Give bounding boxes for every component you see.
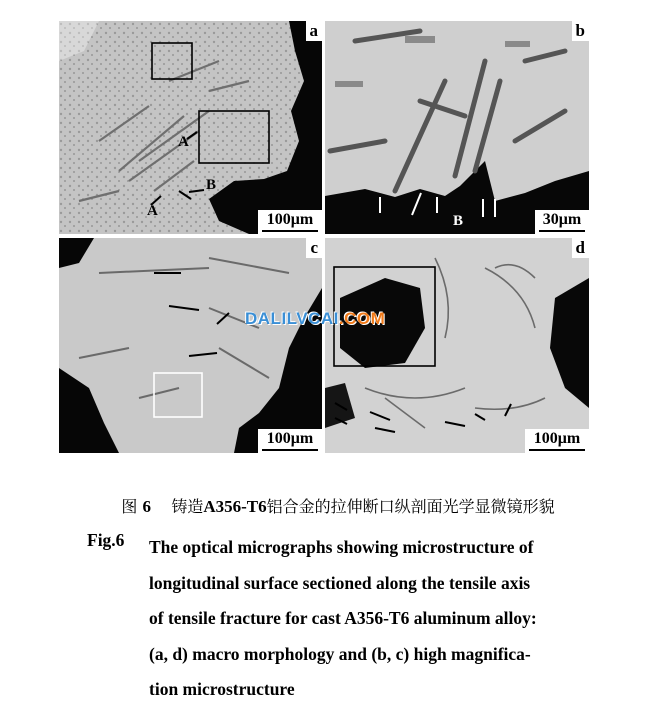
scale-bar-line [539,230,585,232]
scale-bar [258,429,322,453]
caption-chinese [48,494,628,517]
caption-cn-after: 铝合金的拉伸断口纵剖面光学显微镜形貌 [266,497,555,516]
caption-en-line: The optical micrographs showing microstructure of [149,537,534,557]
panel-label: a [306,21,323,41]
scale-bar-line [262,449,318,451]
micrograph-d [325,238,589,453]
micrograph-a-image [59,21,322,234]
caption-en-line: (a, d) macro morphology and (b, c) high magnifica- [149,643,531,664]
micrograph-c [59,238,322,453]
marker-a-upper: A [178,134,189,150]
watermark-brand: DALILVCAI [245,309,339,328]
scale-bar-text: 100μm [533,430,581,447]
scale-bar-text: 30μm [542,211,582,228]
micrograph-d-image [325,238,589,453]
caption-en-line: longitudinal surface sectioned along the tensile axis [149,572,531,593]
watermark-logo [245,309,385,329]
scale-bar-line [529,449,585,451]
caption-en-body [149,530,607,708]
caption-cn-prefix: 图 [121,497,138,516]
caption-english [87,530,607,708]
micrograph-c-image [59,238,322,453]
panel-label: d [572,238,589,258]
micrograph-a [59,21,322,234]
panel-label: b [572,21,589,41]
scale-bar [535,210,589,234]
scale-bar [258,210,322,234]
caption-cn-before: 铸造 [171,497,204,516]
caption-en-line: of tensile fracture for cast A356-T6 aluminum alloy: [149,608,537,628]
caption-en-line: tion microstructure [149,679,295,699]
watermark-domain: .COM [338,309,386,328]
caption-en-label: Fig.6 [87,530,125,550]
marker-b: B [206,177,217,193]
scale-bar-text: 100μm [266,430,314,447]
scale-bar-line [262,230,318,232]
scale-bar-text: 100μm [266,211,314,228]
micrograph-b-image [325,21,589,234]
micrograph-b [325,21,589,234]
caption-cn-alloy: A356-T6 [203,497,267,516]
caption-cn-fig-number: 6 [142,497,151,516]
marker-b: B [453,213,464,229]
scale-bar [525,429,589,453]
panel-label: c [306,238,322,258]
marker-a-lower: A [147,203,158,219]
